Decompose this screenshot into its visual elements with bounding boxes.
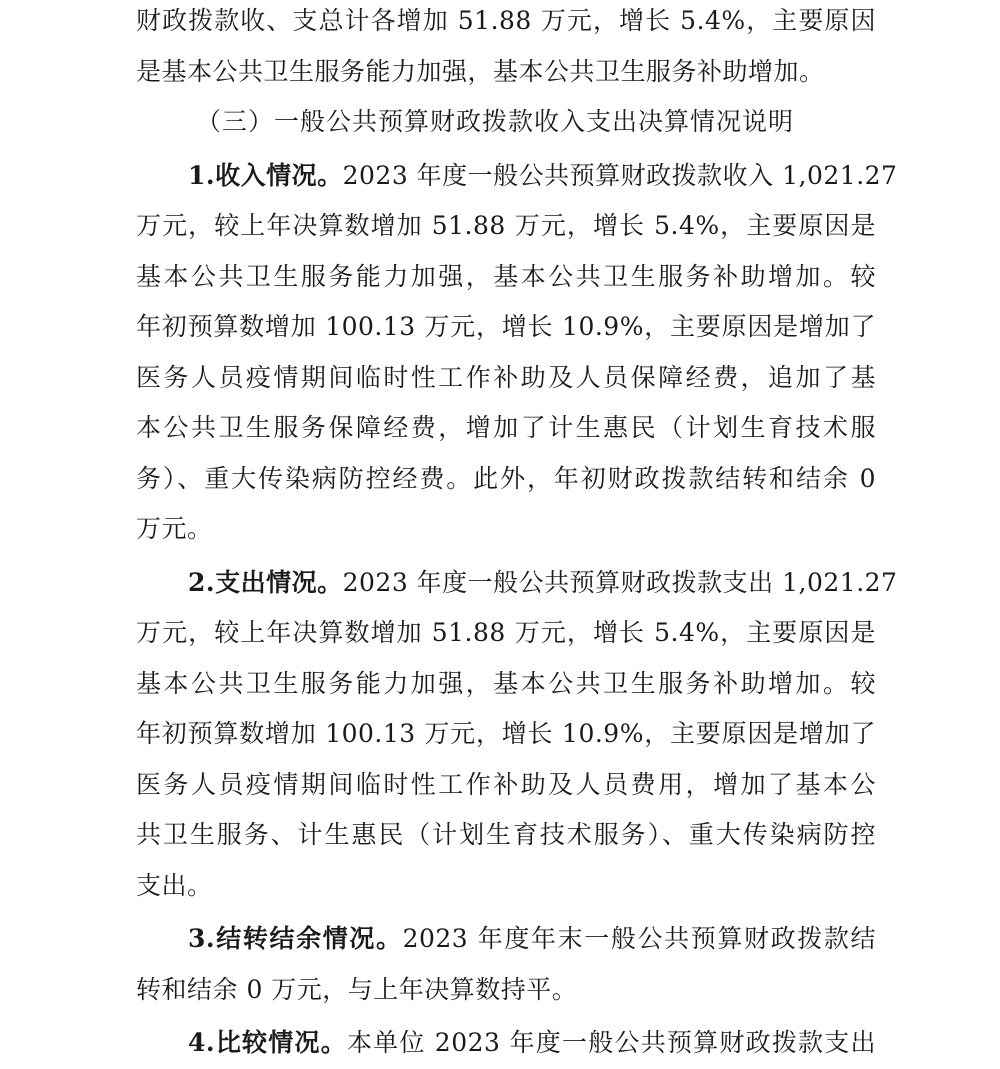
text-line: 万元，较上年决算数增加 51.88 万元，增长 5.4%，主要原因是 (136, 211, 876, 240)
paragraph-text: 2023 年度年末一般公共预算财政拨款结 (402, 924, 876, 953)
text-line (136, 914, 876, 965)
text-line: 转和结余 0 万元，与上年决算数持平。 (136, 974, 578, 1004)
paragraph-income (136, 151, 898, 555)
text-line: 基本公共卫生服务能力加强，基本公共卫生服务补助增加。较 (136, 668, 876, 698)
paragraph-text: 本单位 2023 年度一般公共预算财政拨款支出 (346, 1028, 876, 1057)
text-line: 务）、重大传染病防控经费。此外，年初财政拨款结转和结余 0 (136, 463, 876, 493)
text-line: 万元。 (136, 514, 213, 543)
text-line: 是基本公共卫生服务能力加强，基本公共卫生服务补助增加。 (136, 56, 825, 86)
text-line (136, 1018, 876, 1069)
text-line: 共卫生服务、计生惠民（计划生育技术服务）、重大传染病防控 (136, 820, 876, 849)
text-line: 支出。 (136, 870, 213, 900)
paragraph-expenditure (136, 558, 898, 912)
text-line: 本公共卫生服务保障经费，增加了计生惠民（计划生育技术服 (136, 413, 876, 442)
text-line: 万元，较上年决算数增加 51.88 万元，增长 5.4%，主要原因是 (136, 618, 876, 647)
paragraph-comparison (136, 1018, 876, 1069)
paragraph-title: 2.支出情况。 (188, 567, 343, 597)
paragraph-title: 4.比较情况。 (188, 1028, 347, 1057)
text-line (136, 151, 898, 202)
text-line: 基本公共卫生服务能力加强，基本公共卫生服务补助增加。较 (136, 261, 876, 291)
text-line (136, 558, 898, 609)
paragraph-carryover (136, 914, 876, 1015)
text-line: 年初预算数增加 100.13 万元，增长 10.9%，主要原因是增加了 (136, 312, 876, 341)
paragraph-prev (136, 0, 876, 97)
document-page (136, 0, 898, 1069)
text-line: 医务人员疫情期间临时性工作补助及人员费用，增加了基本公 (136, 769, 876, 799)
paragraph-text: 2023 年度一般公共预算财政拨款收入 1,021.27 (342, 160, 898, 190)
paragraph-title: 1.收入情况。 (188, 160, 343, 190)
text-line: 财政拨款收、支总计各增加 51.88 万元，增长 5.4%，主要原因 (136, 6, 876, 35)
paragraph-title: 3.结转结余情况。 (188, 924, 403, 953)
text-line: 年初预算数增加 100.13 万元，增长 10.9%，主要原因是增加了 (136, 719, 876, 748)
paragraph-text: 2023 年度一般公共预算财政拨款支出 1,021.27 (342, 567, 898, 597)
section-heading: （三）一般公共预算财政拨款收入支出决算情况说明 (196, 107, 795, 136)
text-line: 医务人员疫情期间临时性工作补助及人员保障经费，追加了基 (136, 362, 876, 392)
